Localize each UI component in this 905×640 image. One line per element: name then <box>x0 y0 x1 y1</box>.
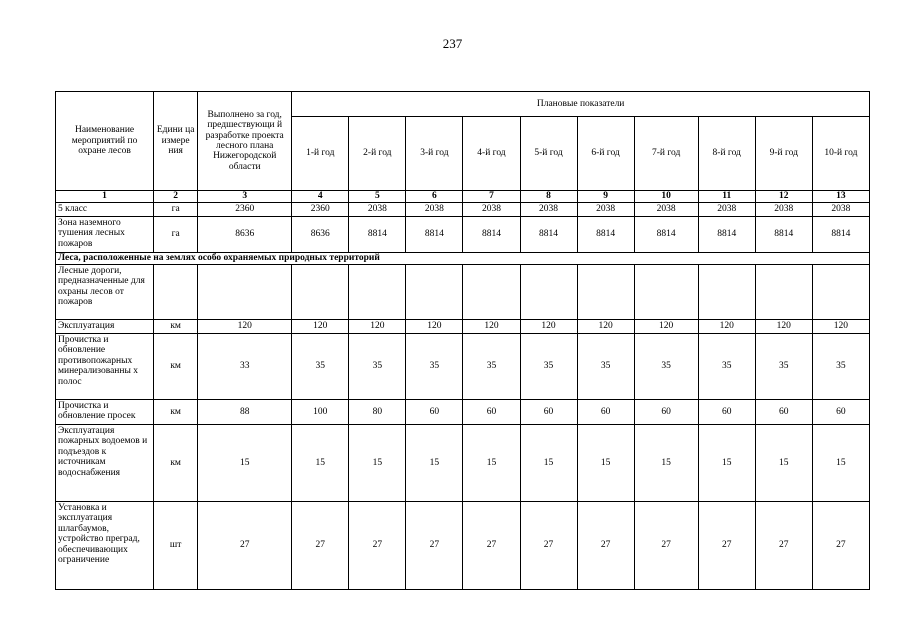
row-year-value: 27 <box>406 502 463 590</box>
row-year-value: 35 <box>577 334 634 400</box>
row-year-value: 120 <box>520 320 577 334</box>
row-year-value: 60 <box>698 400 755 425</box>
table-row <box>56 320 870 334</box>
row-name: Эксплуатация <box>56 320 154 334</box>
table-row <box>56 217 870 253</box>
row-year-value: 100 <box>292 400 349 425</box>
header-unit: Едини ца измере ния <box>154 92 198 191</box>
header-year: 4-й год <box>463 117 520 191</box>
column-number: 4 <box>292 191 349 203</box>
row-year-value: 8814 <box>634 217 698 253</box>
row-prev-value: 88 <box>198 400 292 425</box>
header-year: 9-й год <box>755 117 812 191</box>
row-year-value: 35 <box>812 334 869 400</box>
table-row <box>56 334 870 400</box>
row-year-value <box>634 265 698 320</box>
row-year-value: 8814 <box>812 217 869 253</box>
row-year-value: 120 <box>755 320 812 334</box>
row-unit: км <box>154 320 198 334</box>
header-year: 2-й год <box>349 117 406 191</box>
header-year: 8-й год <box>698 117 755 191</box>
row-name: Лесные дороги, предназначенные для охраны лесов от пожаров <box>56 265 154 320</box>
row-unit: га <box>154 203 198 217</box>
row-year-value: 60 <box>634 400 698 425</box>
row-year-value: 120 <box>812 320 869 334</box>
row-year-value: 2360 <box>292 203 349 217</box>
row-year-value: 15 <box>520 425 577 502</box>
table-row <box>56 425 870 502</box>
column-number: 5 <box>349 191 406 203</box>
row-year-value: 15 <box>406 425 463 502</box>
row-year-value: 15 <box>634 425 698 502</box>
header-prev-year: Выполнено за год, предшествующи й разработке проекта лесного плана Нижегородской области <box>198 92 292 191</box>
page-number: 237 <box>442 36 463 51</box>
row-year-value <box>812 265 869 320</box>
row-year-value: 15 <box>698 425 755 502</box>
column-number: 11 <box>698 191 755 203</box>
row-prev-value: 120 <box>198 320 292 334</box>
column-number: 6 <box>406 191 463 203</box>
row-year-value: 2038 <box>406 203 463 217</box>
row-year-value: 27 <box>349 502 406 590</box>
row-year-value: 27 <box>577 502 634 590</box>
column-number: 7 <box>463 191 520 203</box>
row-year-value: 60 <box>406 400 463 425</box>
row-year-value <box>349 265 406 320</box>
row-year-value: 60 <box>755 400 812 425</box>
row-year-value: 60 <box>463 400 520 425</box>
row-year-value <box>577 265 634 320</box>
column-number: 8 <box>520 191 577 203</box>
row-year-value: 27 <box>634 502 698 590</box>
row-year-value: 27 <box>520 502 577 590</box>
row-prev-value: 8636 <box>198 217 292 253</box>
row-unit: км <box>154 334 198 400</box>
row-year-value: 35 <box>520 334 577 400</box>
row-year-value: 60 <box>812 400 869 425</box>
section-row <box>56 253 870 265</box>
row-year-value: 120 <box>292 320 349 334</box>
column-number-row <box>56 191 870 203</box>
row-name: Зона наземного тушения лесных пожаров <box>56 217 154 253</box>
row-year-value: 120 <box>349 320 406 334</box>
row-year-value <box>463 265 520 320</box>
column-number: 9 <box>577 191 634 203</box>
section-title: Леса, расположенные на землях особо охраняемых природных территорий <box>56 253 870 265</box>
row-year-value: 35 <box>634 334 698 400</box>
row-unit: га <box>154 217 198 253</box>
column-number: 1 <box>56 191 154 203</box>
row-name: Установка и эксплуатация шлагбаумов, устройство преград, обеспечивающих ограничение <box>56 502 154 590</box>
row-year-value: 27 <box>463 502 520 590</box>
row-name: Прочистка и обновление противопожарных минерализованны х полос <box>56 334 154 400</box>
row-year-value: 120 <box>463 320 520 334</box>
row-year-value: 27 <box>812 502 869 590</box>
row-year-value: 8814 <box>520 217 577 253</box>
column-number: 2 <box>154 191 198 203</box>
header-year: 6-й год <box>577 117 634 191</box>
row-year-value: 27 <box>292 502 349 590</box>
row-year-value: 2038 <box>812 203 869 217</box>
row-year-value: 35 <box>463 334 520 400</box>
row-year-value: 8814 <box>755 217 812 253</box>
row-year-value: 2038 <box>463 203 520 217</box>
row-year-value: 2038 <box>349 203 406 217</box>
row-year-value: 120 <box>406 320 463 334</box>
column-number: 3 <box>198 191 292 203</box>
row-year-value: 15 <box>463 425 520 502</box>
row-year-value: 120 <box>577 320 634 334</box>
row-year-value: 15 <box>755 425 812 502</box>
column-number: 12 <box>755 191 812 203</box>
column-number: 13 <box>812 191 869 203</box>
row-year-value: 2038 <box>577 203 634 217</box>
row-year-value: 8636 <box>292 217 349 253</box>
row-year-value: 8814 <box>349 217 406 253</box>
row-year-value: 35 <box>406 334 463 400</box>
table-row <box>56 400 870 425</box>
header-year: 5-й год <box>520 117 577 191</box>
table-row <box>56 265 870 320</box>
row-unit <box>154 265 198 320</box>
header-row-1 <box>56 92 870 117</box>
row-year-value: 120 <box>698 320 755 334</box>
column-number: 10 <box>634 191 698 203</box>
row-year-value: 2038 <box>520 203 577 217</box>
forest-protection-table <box>55 91 870 590</box>
header-year: 1-й год <box>292 117 349 191</box>
row-year-value: 35 <box>349 334 406 400</box>
row-year-value: 27 <box>698 502 755 590</box>
row-year-value: 35 <box>292 334 349 400</box>
row-year-value: 35 <box>755 334 812 400</box>
header-year: 10-й год <box>812 117 869 191</box>
row-year-value: 8814 <box>463 217 520 253</box>
row-year-value: 60 <box>577 400 634 425</box>
row-year-value: 8814 <box>698 217 755 253</box>
row-unit: км <box>154 400 198 425</box>
row-unit: шт <box>154 502 198 590</box>
header-plan: Плановые показатели <box>292 92 870 117</box>
row-year-value: 2038 <box>634 203 698 217</box>
row-year-value: 60 <box>520 400 577 425</box>
row-year-value: 8814 <box>577 217 634 253</box>
header-year: 3-й год <box>406 117 463 191</box>
table-row <box>56 502 870 590</box>
header-year: 7-й год <box>634 117 698 191</box>
row-name: 5 класс <box>56 203 154 217</box>
row-prev-value: 33 <box>198 334 292 400</box>
row-year-value: 27 <box>755 502 812 590</box>
row-year-value: 15 <box>577 425 634 502</box>
row-unit: км <box>154 425 198 502</box>
row-year-value <box>292 265 349 320</box>
row-year-value <box>698 265 755 320</box>
row-year-value: 2038 <box>755 203 812 217</box>
row-year-value: 15 <box>292 425 349 502</box>
row-name: Эксплуатация пожарных водоемов и подъездов к источникам водоснабжения <box>56 425 154 502</box>
row-prev-value: 15 <box>198 425 292 502</box>
row-prev-value <box>198 265 292 320</box>
row-year-value <box>755 265 812 320</box>
row-year-value: 8814 <box>406 217 463 253</box>
row-year-value: 15 <box>349 425 406 502</box>
row-year-value: 2038 <box>698 203 755 217</box>
row-year-value: 80 <box>349 400 406 425</box>
row-year-value <box>520 265 577 320</box>
row-year-value: 35 <box>698 334 755 400</box>
header-name: Наименование мероприятий по охране лесов <box>56 92 154 191</box>
row-year-value: 15 <box>812 425 869 502</box>
table-row <box>56 203 870 217</box>
row-year-value: 120 <box>634 320 698 334</box>
row-name: Прочистка и обновление просек <box>56 400 154 425</box>
row-prev-value: 2360 <box>198 203 292 217</box>
row-year-value <box>406 265 463 320</box>
row-prev-value: 27 <box>198 502 292 590</box>
